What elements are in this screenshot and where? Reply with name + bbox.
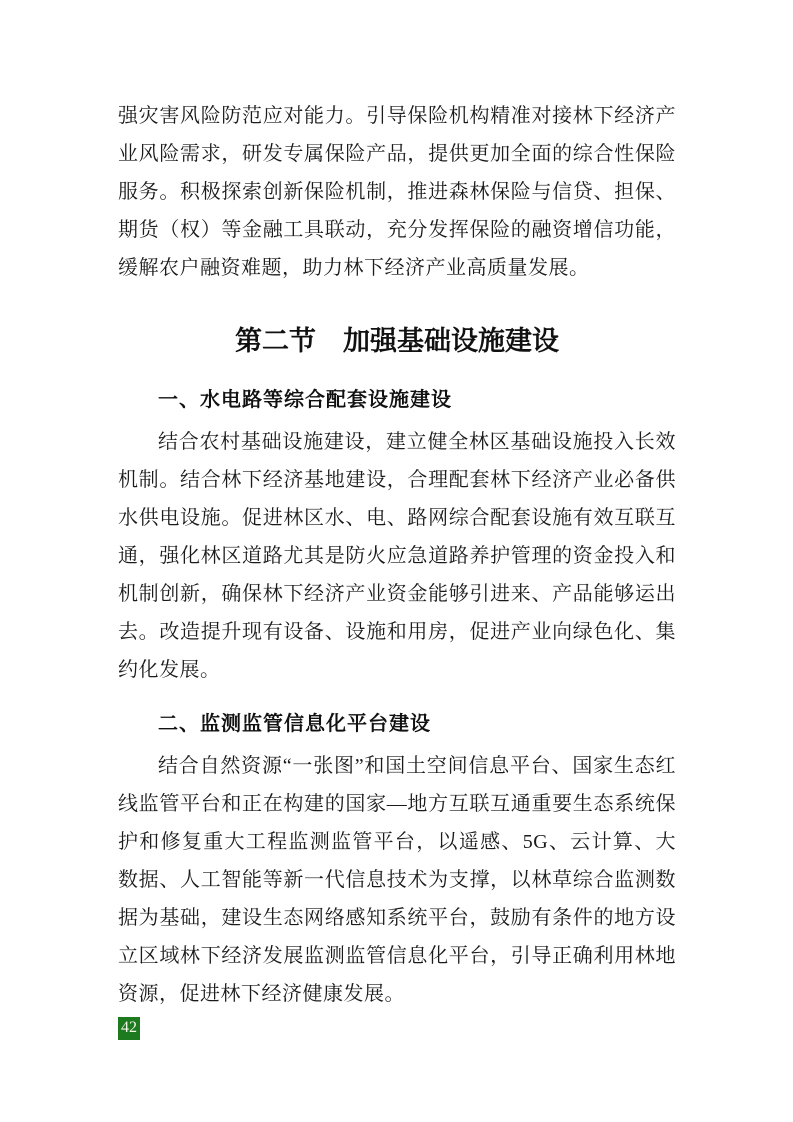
subsection-paragraph-2: 结合自然资源“一张图”和国土空间信息平台、国家生态红线监管平台和正在构建的国家—地方互联互通重要生态系统保护和修复重大工程监测监管平台，以遥感、5G、云计算、大数据、人工智能等新一代信息技术为支撑，以林草综合监测数据为基础，建设生态网络感知系统平台，鼓励有条件的地方设立区域林下经济发展监测监管信息化平台，引导正确利用林地资源，促进林下经济健康发展。 — [118, 755, 676, 1005]
section-title: 第二节 加强基础设施建设 — [235, 326, 559, 356]
subsection-paragraph-1: 结合农村基础设施建设，建立健全林区基础设施投入长效机制。结合林下经济基地建设，合理配套林下经济产业必备供水供电设施。促进林区水、电、路网综合配套设施有效互联互通，强化林区道路尤其是防火应急道路养护管理的资金投入和机制创新，确保林下经济产业资金能够引进来、产品能够运出去。改造提升现有设备、设施和用房，促进产业向绿色化、集约化发展。 — [118, 431, 676, 681]
page-content — [118, 97, 676, 1013]
intro-paragraph: 强灾害风险防范应对能力。引导保险机构精准对接林下经济产业风险需求，研发专属保险产品，提供更加全面的综合性保险服务。积极探索创新保险机制，推进森林保险与信贷、担保、期货（权）等金融工具联动，充分发挥保险的融资增信功能，缓解农户融资难题，助力林下经济产业高质量发展。 — [118, 105, 676, 279]
page-number-badge: 42 — [118, 1017, 140, 1040]
subsection-heading-1: 一、水电路等综合配套设施建设 — [158, 389, 452, 411]
subsection-heading-2: 二、监测监管信息化平台建设 — [158, 713, 431, 735]
